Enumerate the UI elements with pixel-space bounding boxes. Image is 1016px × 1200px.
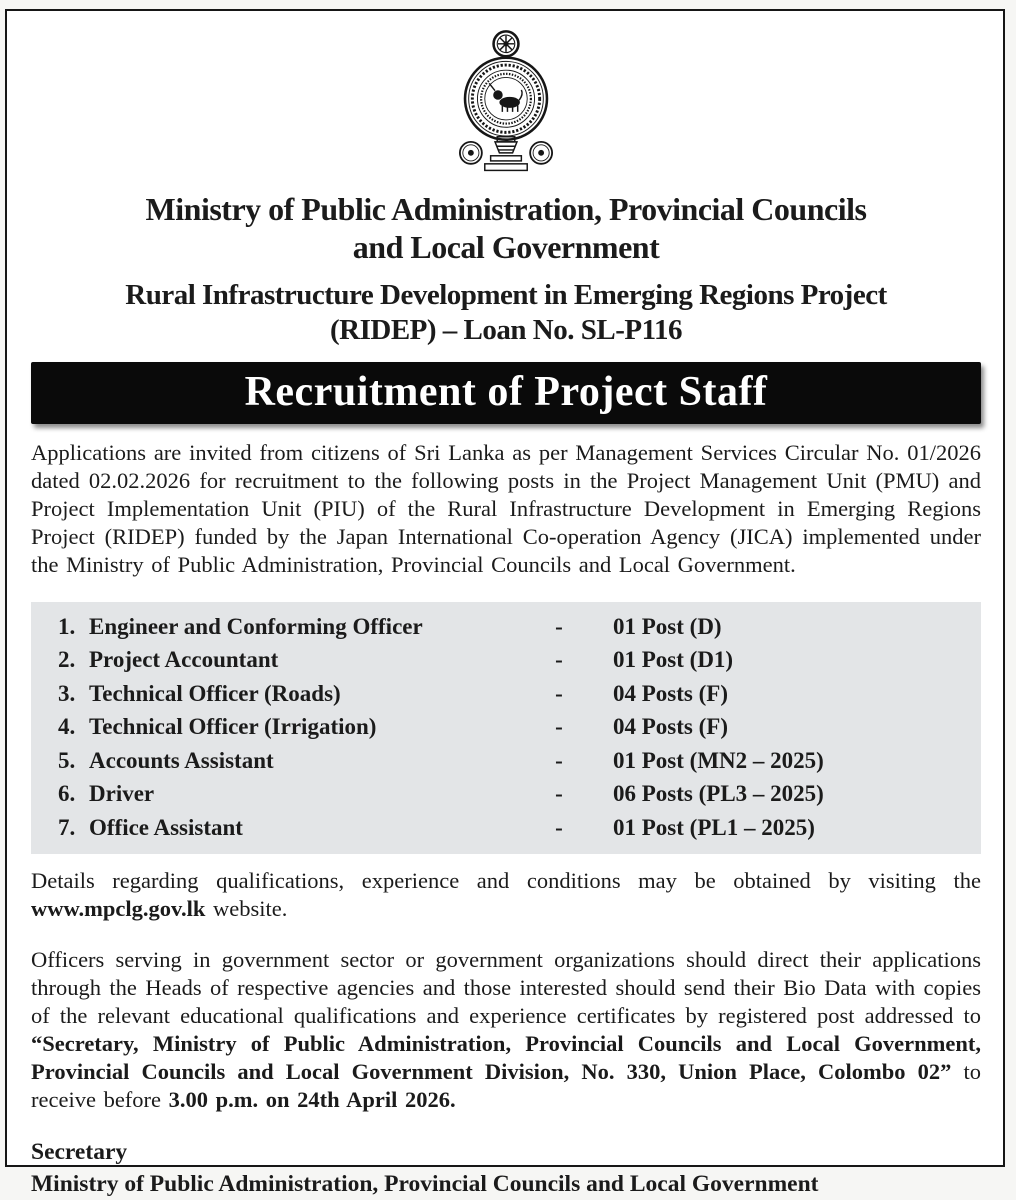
post-count: 04 Posts (F) (613, 680, 728, 706)
post-separator: - (555, 781, 563, 806)
post-count: 01 Post (D1) (613, 647, 734, 672)
emblem-container (31, 27, 981, 182)
post-separator: - (555, 680, 563, 706)
ministry-title-line2: and Local Government (352, 229, 660, 265)
post-count: 06 Posts (PL3 – 2025) (613, 781, 824, 806)
details-text-pre: Details regarding qualifications, experience and conditions may be obtained by visiting the (31, 868, 981, 893)
project-subtitle-line1: Rural Infrastructure Development in Emerging Regions Project (125, 279, 887, 311)
post-separator: - (555, 814, 563, 840)
post-number: 3. (58, 680, 76, 706)
intro-paragraph: Applications are invited from citizens of Sri Lanka as per Management Services Circular No. 01/2026 dated 02.02.2026 for recruitment to the following posts in the Project Management Unit (PMU) and Project Implementation Unit (PIU) of the Rural Infrastructure Development in Emerging Regions Project (RIDEP) funded by the Japan International Co-operation Agency (JICA) implemented under the Ministry of Public Administration, Provincial Councils and Local Government. (31, 440, 981, 577)
post-number: 5. (58, 747, 76, 773)
ministry-title (31, 190, 981, 266)
post-number: 7. (58, 814, 76, 840)
post-row (58, 811, 971, 845)
post-number: 1. (58, 613, 76, 639)
recruitment-banner: Recruitment of Project Staff (31, 362, 981, 424)
post-number: 6. (58, 781, 76, 806)
application-text-1: Officers serving in government sector or government organizations should direct their applications through the Heads of respective agencies and those interested should send their Bio Data with copies of the relevant educational qualifications and experience certificates by registered post addressed to (31, 946, 981, 1028)
post-count: 04 Posts (F) (613, 714, 728, 739)
advert-page (5, 9, 1005, 1197)
website-url: www.mpclg.gov.lk (31, 896, 206, 921)
post-title: Technical Officer (Irrigation) (89, 714, 377, 739)
application-text-2: to receive before (31, 1058, 981, 1112)
post-title: Technical Officer (Roads) (89, 680, 341, 706)
post-number: 2. (58, 647, 76, 672)
signature-block (31, 1136, 981, 1200)
project-subtitle-line2: (RIDEP) – Loan No. SL-P116 (330, 314, 682, 346)
post-row (58, 777, 971, 811)
post-title: Accounts Assistant (89, 747, 274, 773)
post-separator: - (555, 613, 563, 639)
post-title: Engineer and Conforming Officer (89, 613, 423, 639)
post-row (58, 710, 971, 744)
post-title: Office Assistant (89, 814, 243, 840)
post-row (58, 677, 971, 711)
deadline: 3.00 p.m. on 24th April 2026. (168, 1086, 456, 1112)
post-number: 4. (58, 714, 76, 739)
postal-address: “Secretary, Ministry of Public Administration, Provincial Councils and Local Government, Provincial Councils and Local Government Division, No. 330, Union Place, Colombo 02” (31, 1030, 981, 1084)
posts-list (31, 602, 981, 855)
sri-lanka-emblem-icon (451, 27, 561, 177)
details-text-post: website. (205, 896, 288, 921)
post-title: Project Accountant (89, 647, 279, 672)
post-separator: - (555, 647, 563, 672)
application-paragraph (31, 946, 981, 1114)
post-row (58, 610, 971, 644)
post-title: Driver (89, 781, 155, 806)
post-separator: - (555, 747, 563, 773)
signatory-title: Secretary (31, 1139, 128, 1165)
details-paragraph (31, 867, 981, 923)
post-count: 01 Post (PL1 – 2025) (613, 814, 815, 840)
post-row (58, 643, 971, 677)
signatory-ministry: Ministry of Public Administration, Provincial Councils and Local Government (31, 1171, 819, 1197)
post-count: 01 Post (D) (613, 613, 722, 639)
ministry-title-line1: Ministry of Public Administration, Provincial Councils (145, 191, 867, 227)
post-count: 01 Post (MN2 – 2025) (613, 747, 824, 773)
project-subtitle (31, 278, 981, 348)
post-separator: - (555, 714, 563, 739)
post-row (58, 744, 971, 778)
